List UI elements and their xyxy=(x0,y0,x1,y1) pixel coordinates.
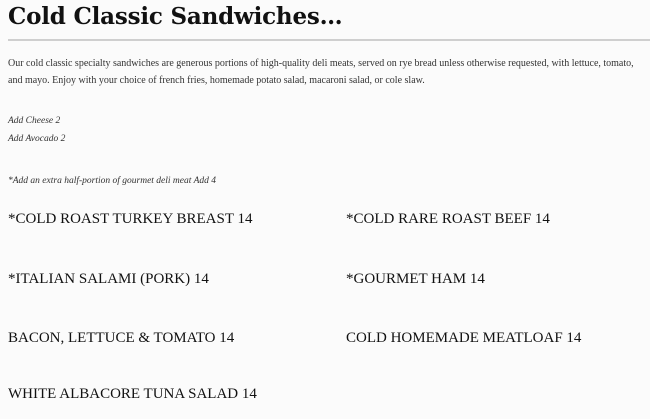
addon-extra-meat: *Add an extra half-portion of gourmet deli meat Add 4 xyxy=(8,176,217,186)
addon-cheese: Add Cheese 2 xyxy=(8,116,61,126)
title-divider xyxy=(8,39,650,41)
menu-item-meatloaf: COLD HOMEMADE MEATLOAF 14 xyxy=(346,330,582,346)
section-title: Cold Classic Sandwiches… xyxy=(8,3,343,30)
menu-item-gourmet-ham: *GOURMET HAM 14 xyxy=(346,271,485,287)
section-description: Our cold classic specialty sandwiches are generous portions of high-quality deli meats, served on rye bread unless otherwise requested, with lettuce, tomato, and mayo. Enjoy with your choice of french fries, homemade potato salad, macaroni salad, or cole slaw. xyxy=(8,58,634,86)
menu-item-roast-beef: *COLD RARE ROAST BEEF 14 xyxy=(346,211,550,227)
menu-item-roast-turkey: *COLD ROAST TURKEY BREAST 14 xyxy=(8,211,253,227)
menu-item-blt: BACON, LETTUCE & TOMATO 14 xyxy=(8,330,235,346)
menu-item-tuna-salad: WHITE ALBACORE TUNA SALAD 14 xyxy=(8,386,257,402)
menu-item-italian-salami: *ITALIAN SALAMI (PORK) 14 xyxy=(8,271,209,287)
addon-avocado: Add Avocado 2 xyxy=(8,134,66,144)
